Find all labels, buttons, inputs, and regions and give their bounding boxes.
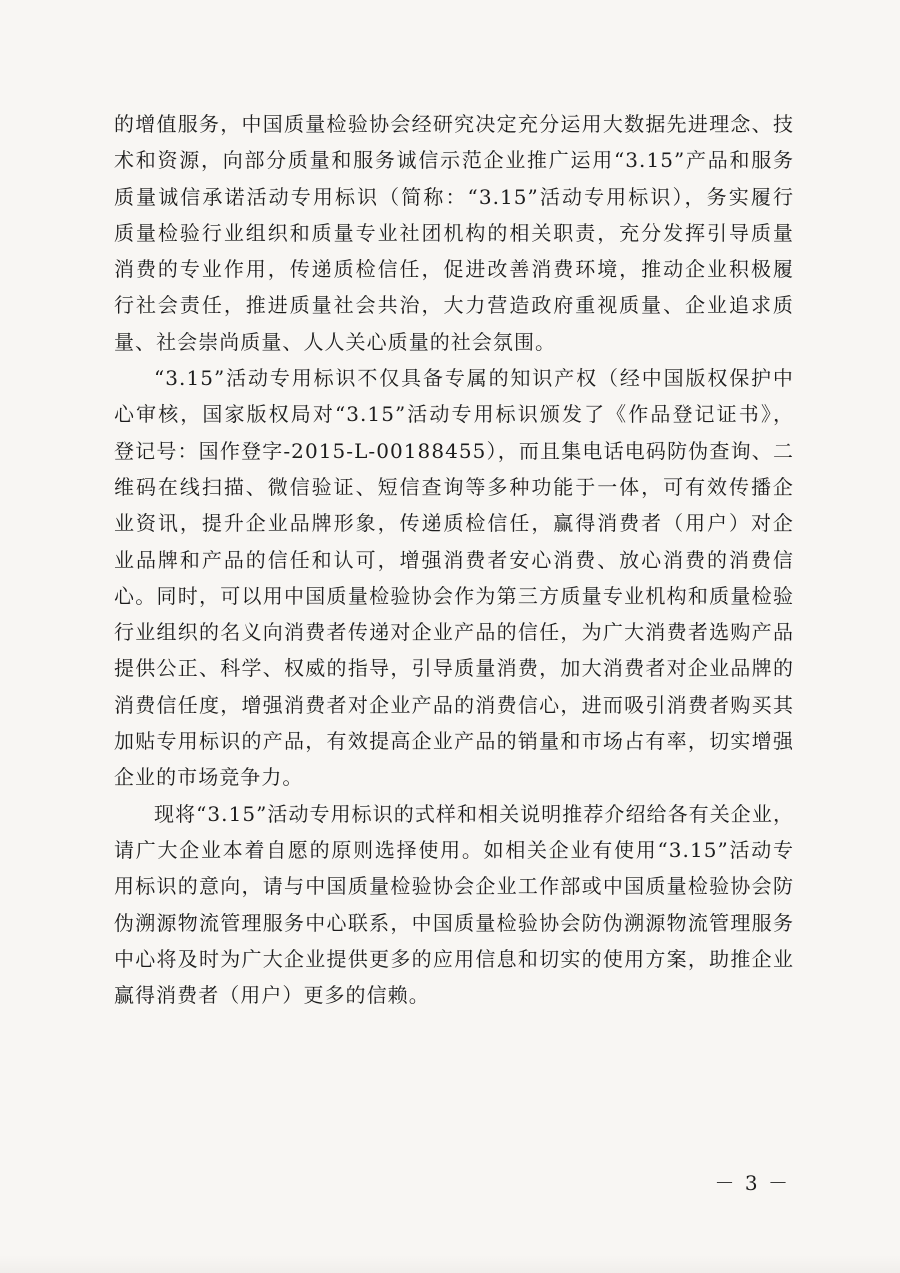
text-line: “3.15”活动专用标识不仅具备专属的知识产权（经中国版权保护中 [154, 366, 794, 391]
text-line: 质量诚信承诺活动专用标识（简称：“3.15”活动专用标识），务实履行 [114, 184, 794, 209]
text-line: 中心将及时为广大企业提供更多的应用信息和切实的使用方案，助推企业 [114, 946, 794, 971]
text-line: 的增值服务，中国质量检验协会经研究决定充分运用大数据先进理念、技 [114, 112, 794, 136]
scan-shadow [0, 1255, 900, 1273]
text-line: 消费的专业作用，传递质检信任，促进改善消费环境，推动企业积极履 [114, 257, 794, 282]
text-line: 请广大企业本着自愿的原则选择使用。如相关企业有使用“3.15”活动专 [114, 837, 794, 862]
page-number: － 3 － [714, 1171, 790, 1195]
text-line: 质量检验行业组织和质量专业社团机构的相关职责，充分发挥引导质量 [114, 220, 794, 245]
text-line: 提供公正、科学、权威的指导，引导质量消费，加大消费者对企业品牌的 [114, 656, 794, 681]
text-line: 业资讯，提升企业品牌形象，传递质检信任，赢得消费者（用户）对企 [114, 511, 794, 536]
text-line: 现将“3.15”活动专用标识的式样和相关说明推荐介绍给各有关企业， [154, 801, 794, 826]
text-line: 用标识的意向，请与中国质量检验协会企业工作部或中国质量检验协会防 [114, 874, 794, 899]
text-line: 伪溯源物流管理服务中心联系，中国质量检验协会防伪溯源物流管理服务 [114, 910, 794, 935]
text-line: 消费信任度，增强消费者对企业产品的消费信心，进而吸引消费者购买其 [114, 692, 794, 717]
text-line: 行业组织的名义向消费者传递对企业产品的信任，为广大消费者选购产品 [114, 620, 794, 645]
document-body [114, 106, 794, 1013]
text-line: 企业的市场竞争力。 [114, 765, 304, 790]
text-line: 心审核，国家版权局对“3.15”活动专用标识颁发了《作品登记证书》， [114, 402, 794, 427]
text-line: 业品牌和产品的信任和认可，增强消费者安心消费、放心消费的消费信 [114, 547, 794, 572]
text-line: 登记号：国作登字-2015-L-00188455），而且集电话电码防伪查询、二 [114, 438, 794, 463]
text-line: 心。同时，可以用中国质量检验协会作为第三方质量专业机构和质量检验 [114, 583, 794, 608]
text-line: 行社会责任，推进质量社会共治，大力营造政府重视质量、企业追求质 [114, 293, 794, 318]
text-line: 赢得消费者（用户）更多的信赖。 [114, 983, 430, 1008]
text-line: 加贴专用标识的产品，有效提高企业产品的销量和市场占有率，切实增强 [114, 729, 794, 754]
text-line: 术和资源，向部分质量和服务诚信示范企业推广运用“3.15”产品和服务 [114, 148, 794, 173]
text-line: 维码在线扫描、微信验证、短信查询等多种功能于一体，可有效传播企 [114, 474, 794, 499]
text-line: 量、社会崇尚质量、人人关心质量的社会氛围。 [114, 329, 557, 354]
